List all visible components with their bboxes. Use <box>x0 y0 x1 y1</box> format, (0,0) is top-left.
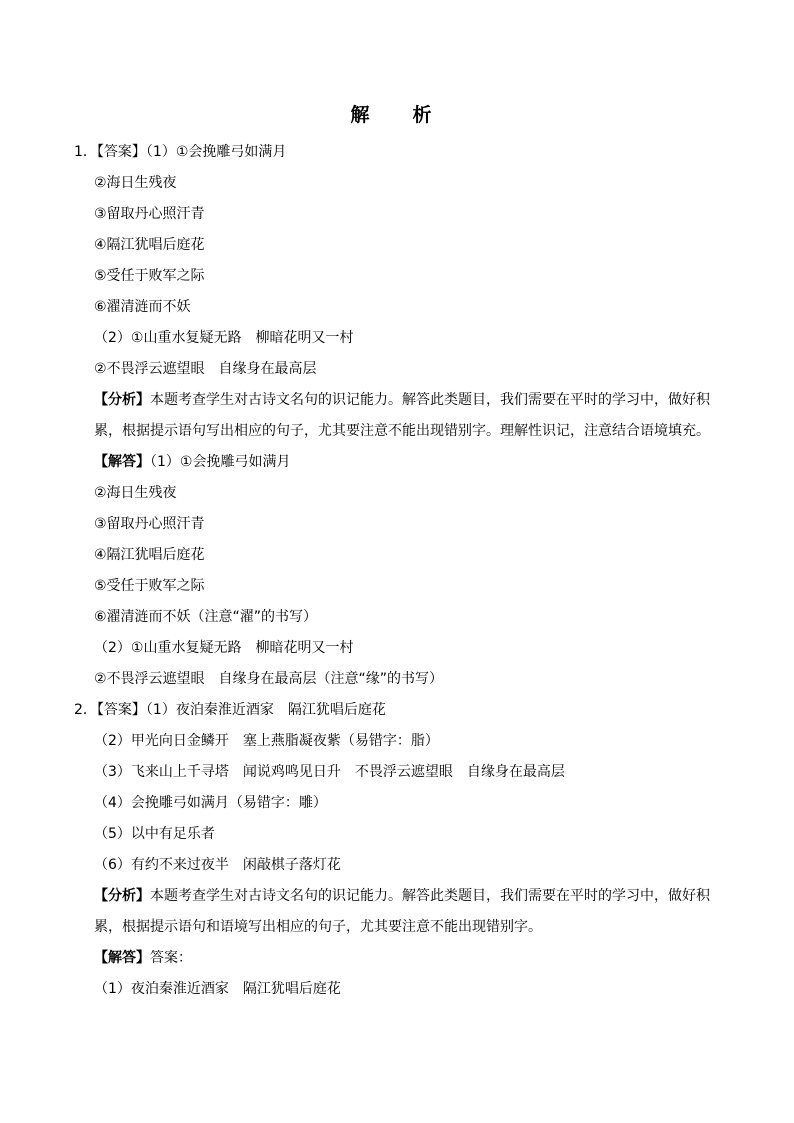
q1-analysis-text: 本题考查学生对古诗文名句的识记能力。解答此类题目，我们需要在平时的学习中，做好积累，根据提示语句写出相应的句子，尤其要注意不能出现错别字。理解性识记，注意结合语境填充。 <box>94 392 710 439</box>
q1-sol-part2-line: ①山重水复疑无路 柳暗花明又一村 <box>130 640 354 656</box>
q1-part2-label: （2） <box>94 330 131 346</box>
q2-solution-line <box>74 943 724 974</box>
q1-part1-line: ⑤受任于败军之际 <box>94 268 205 284</box>
q2-number: 2． <box>74 702 97 718</box>
q2-answer-line: （4）会挽雕弓如满月（易错字：雕） <box>94 795 327 811</box>
q1-sol-part2-label: （2） <box>94 640 131 656</box>
q1-solution-tag: 【解答】 <box>94 454 150 470</box>
q2-solution-intro: 答案： <box>150 950 192 966</box>
q1-sol-part1-line: ①会挽雕弓如满月 <box>179 454 291 470</box>
q2-answer-line: （2）甲光向日金鳞开 塞上燕脂凝夜紫（易错字：脂） <box>94 733 439 749</box>
q1-sol-part1-line: ⑥濯清涟而不妖（注意“濯”的书写） <box>94 609 318 625</box>
q1-part1-line: ③留取丹心照汗青 <box>94 206 205 222</box>
q1-sol-part1-line: ④隔江犹唱后庭花 <box>94 547 205 563</box>
q1-sol-part2-line <box>74 633 724 664</box>
q2-analysis-text: 本题考查学生对古诗文名句的识记能力。解答此类题目，我们需要在平时的学习中，做好积累，根据提示语句和语境写出相应的句子，尤其要注意不能出现错别字。 <box>94 888 710 935</box>
q1-sol-part1-label: （1） <box>150 454 180 470</box>
q1-part1-label: （1） <box>145 144 176 160</box>
q2-answer-line: （3）飞来山上千寻塔 闻说鸡鸣见日升 不畏浮云遮望眼 自缘身在最高层 <box>94 764 565 780</box>
q1-analysis-tag: 【分析】 <box>94 392 150 408</box>
q2-answer-line: （6）有约不来过夜半 闲敲棋子落灯花 <box>94 857 341 873</box>
q1-number: 1． <box>74 144 97 160</box>
q1-sol-part1-line: ③留取丹心照汗青 <box>94 516 205 532</box>
q1-part2-line: ②不畏浮云遮望眼 自缘身在最高层 <box>94 361 317 377</box>
q2-solution-line: （1）夜泊秦淮近酒家 隔江犹唱后庭花 <box>94 981 341 997</box>
q1-solution-line <box>74 447 724 478</box>
q1-answer-tag: 【答案】 <box>96 144 146 160</box>
q1-part1-line: ②海日生残夜 <box>94 175 177 191</box>
page-title: 解 析 <box>350 104 444 126</box>
q1-sol-part2-line: ②不畏浮云遮望眼 自缘身在最高层（注意“缘”的书写） <box>94 671 444 687</box>
q1-part1-line: ①会挽雕弓如满月 <box>175 144 287 160</box>
q1-part2-line: ①山重水复疑无路 柳暗花明又一村 <box>130 330 354 346</box>
q2-analysis-tag: 【分析】 <box>94 888 150 904</box>
q2-answer-tag: 【答案】 <box>96 702 146 718</box>
q1-part2-line <box>74 323 724 354</box>
q1-analysis <box>74 385 724 447</box>
q1-answer-line <box>74 137 724 168</box>
q1-part1-line: ④隔江犹唱后庭花 <box>94 237 205 253</box>
answers-content <box>74 137 724 1005</box>
q2-answer-line-text: （1）夜泊秦淮近酒家 隔江犹唱后庭花 <box>145 702 386 718</box>
q1-sol-part1-line: ⑤受任于败军之际 <box>94 578 205 594</box>
q2-solution-tag: 【解答】 <box>94 950 150 966</box>
q2-answer-line: （5）以中有足乐者 <box>94 826 215 842</box>
q1-part1-line: ⑥濯清涟而不妖 <box>94 299 191 315</box>
q2-answer-line <box>74 695 724 726</box>
q1-sol-part1-line: ②海日生残夜 <box>94 485 177 501</box>
q2-analysis <box>74 881 724 943</box>
